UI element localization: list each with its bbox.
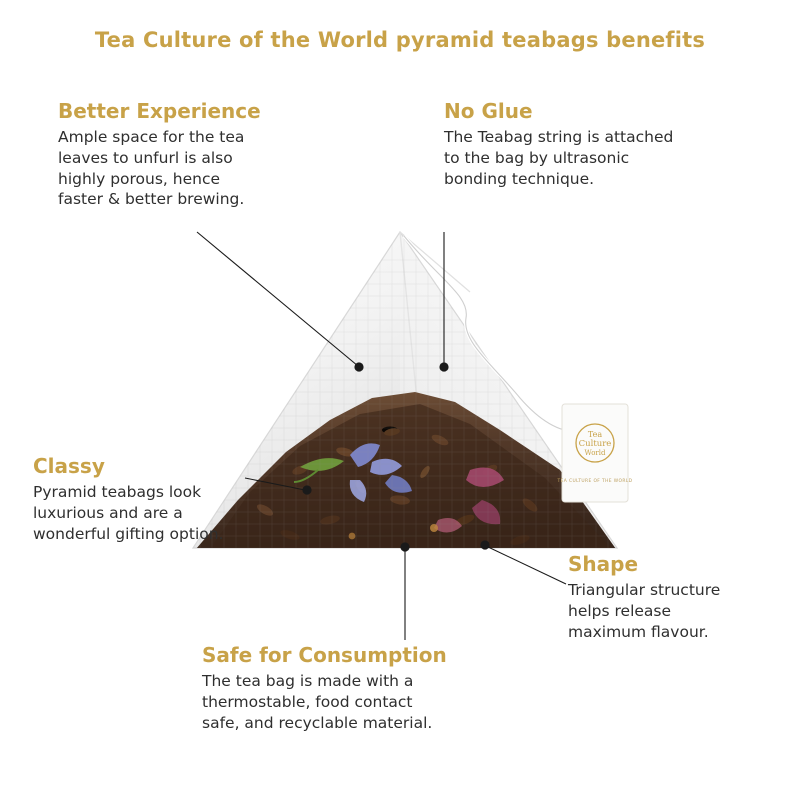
callout-body: The Teabag string is attached to the bag by ultrasonic bonding technique. [444,128,674,188]
tag-brand-line1: Tea [587,430,603,439]
callout-heading: Classy [33,454,105,478]
callout-heading: Better Experience [58,99,261,123]
tag-brand-line3: World [584,449,606,457]
page-title: Tea Culture of the World pyramid teabags benefits [94,28,706,52]
callout-classy [33,455,283,544]
callout-body: Triangular structure helps release maximum flavour. [568,581,721,641]
callout-heading: No Glue [444,99,533,123]
callout-body: The tea bag is made with a thermostable, food contact safe, and recyclable material. [202,672,433,732]
tag-subtitle: TEA CULTURE OF THE WORLD [557,479,633,484]
callout-shape [568,553,768,642]
callout-heading: Safe for Consumption [202,643,447,667]
callout-better-experience [58,100,318,210]
callout-heading: Shape [568,552,639,576]
tag-brand-line2: Culture [578,439,612,449]
callout-safe-for-consumption [202,644,502,733]
callout-no-glue [444,100,734,189]
callout-body: Ample space for the tea leaves to unfurl is also highly porous, hence faster & better brewing. [58,128,245,209]
callout-body: Pyramid teabags look luxurious and are a wonderful gifting option. [33,483,224,543]
brand-tag [557,404,633,502]
